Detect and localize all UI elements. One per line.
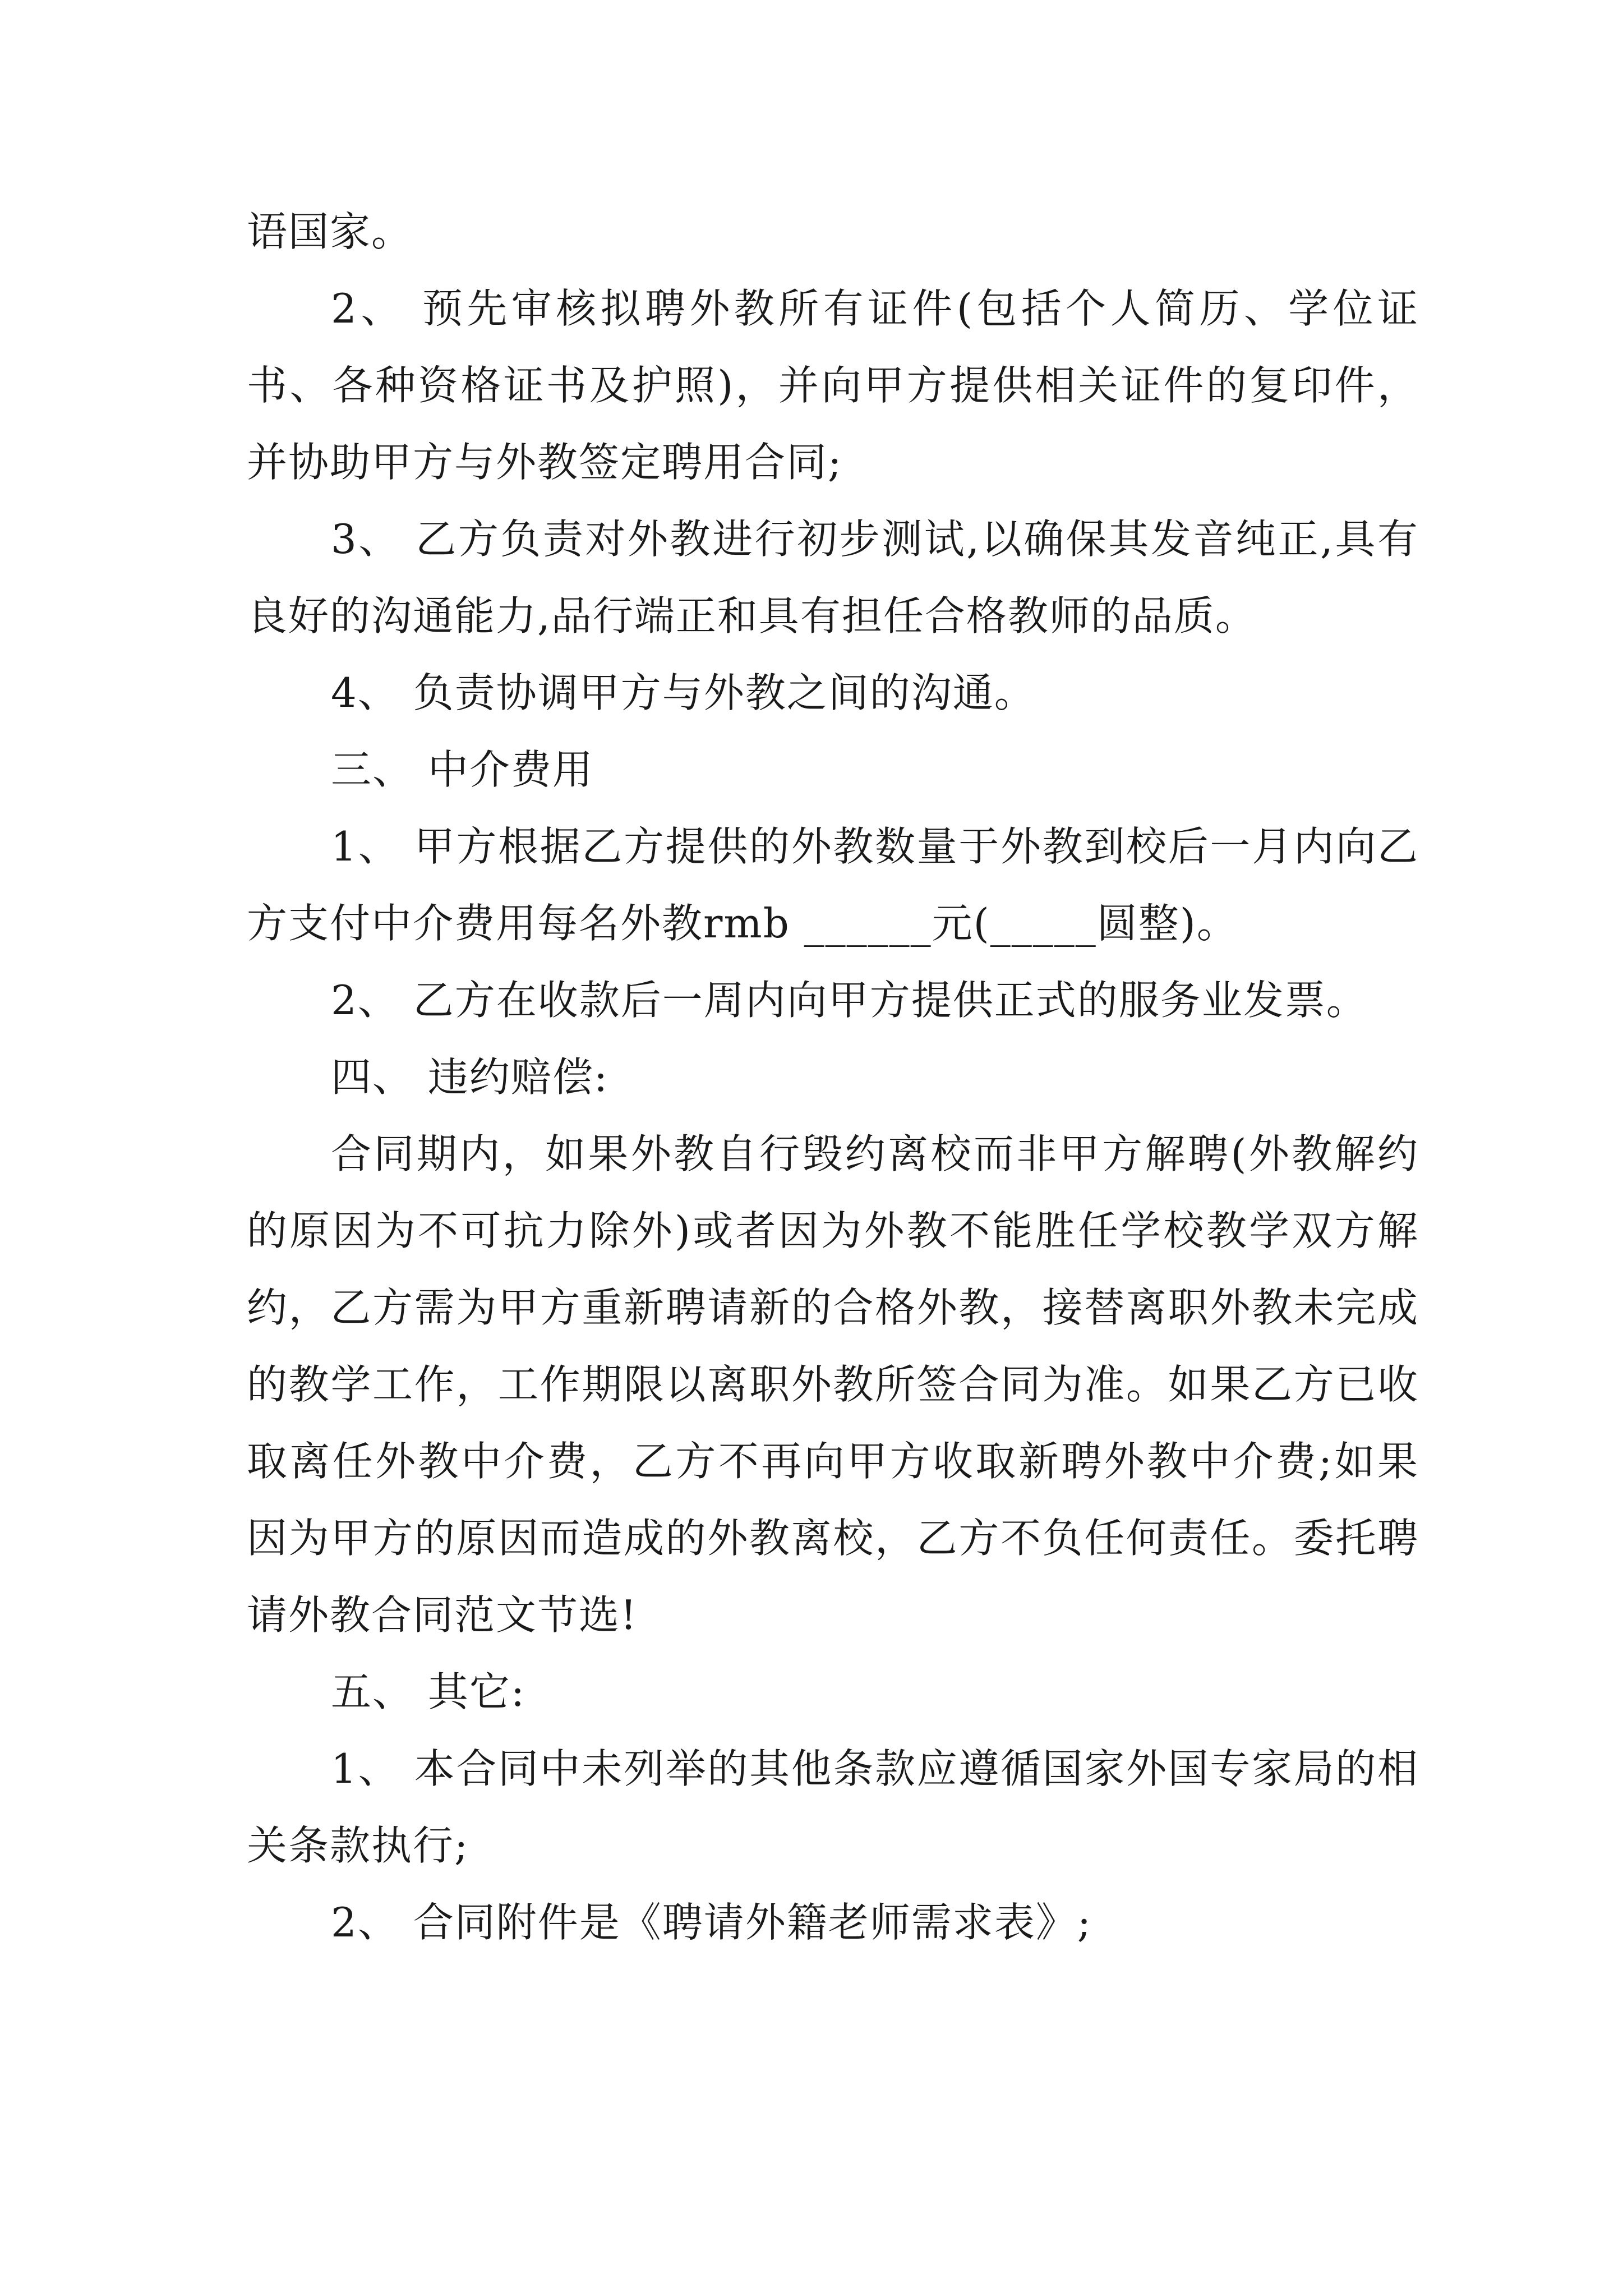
section-heading-4: 四、 违约赔偿: — [331, 1053, 609, 1101]
paragraph-continuation: 语国家。 — [247, 208, 413, 255]
clause-5-1: 1、 本合同中未列举的其他条款应遵循国家外国专家局的相关条款执行; — [247, 1745, 1419, 1869]
clause-5-2: 2、 合同附件是《聘请外籍老师需求表》; — [331, 1899, 1092, 1946]
clause-2-4: 4、 负责协调甲方与外教之间的沟通。 — [331, 669, 1036, 716]
clause-2-3: 3、 乙方负责对外教进行初步测试,以确保其发音纯正,具有良好的沟通能力,品行端正和具有担任合格教师的品质。 — [247, 516, 1419, 639]
clause-4-body: 合同期内，如果外教自行毁约离校而非甲方解聘(外教解约的原因为不可抗力除外)或者因为外教不能胜任学校教学双方解约，乙方需为甲方重新聘请新的合格外教，接替离职外教未完成的教学工作，工作期限以离职外教所签合同为准。如果乙方已收取离任外教中介费，乙方不再向甲方收取新聘外教中介费;如果因为甲方的原因而造成的外教离校，乙方不负任何责任。委托聘请外教合同范文节选! — [247, 1130, 1419, 1639]
clause-2-2: 2、 预先审核拟聘外教所有证件(包括个人简历、学位证书、各种资格证书及护照)，并向甲方提供相关证件的复印件，并协助甲方与外教签定聘用合同; — [247, 285, 1419, 486]
clause-3-2: 2、 乙方在收款后一周内向甲方提供正式的服务业发票。 — [331, 977, 1368, 1024]
clause-3-1: 1、 甲方根据乙方提供的外教数量于外教到校后一月内向乙方支付中介费用每名外教rmb ______元(_____圆整)。 — [247, 823, 1419, 947]
document-body — [247, 194, 1419, 1961]
section-heading-5: 五、 其它: — [331, 1668, 526, 1715]
section-heading-3: 三、 中介费用 — [331, 746, 594, 793]
